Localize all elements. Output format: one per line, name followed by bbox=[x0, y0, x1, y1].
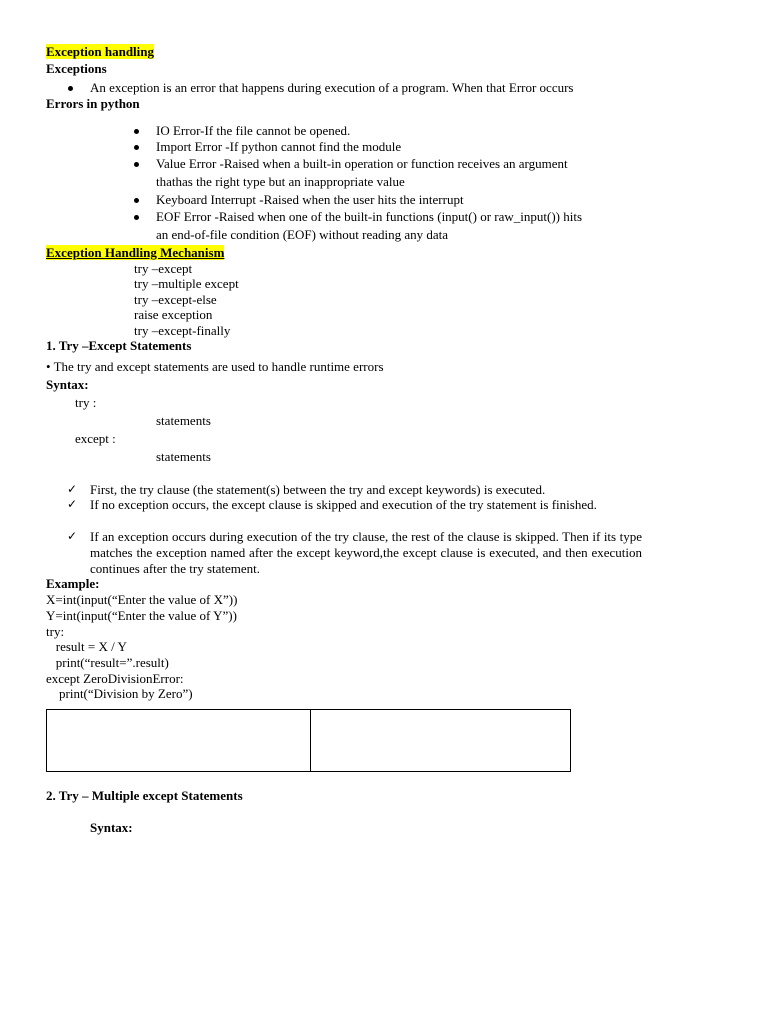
list-item: IO Error-If the file cannot be opened. bbox=[156, 123, 351, 138]
example-label: Example: bbox=[46, 576, 100, 591]
list-item-continued: an end-of-file condition (EOF) without reading any data bbox=[156, 227, 449, 242]
code-line: except ZeroDivisionError: bbox=[46, 671, 184, 686]
exceptions-subheading: Exceptions bbox=[46, 61, 107, 76]
code-line: print(“Division by Zero”) bbox=[46, 686, 193, 701]
code-line: X=int(input(“Enter the value of X”)) bbox=[46, 592, 238, 607]
list-item: EOF Error -Raised when one of the built-in functions (input() or raw_input()) hits bbox=[156, 209, 583, 224]
multi-syntax-label: Syntax: bbox=[90, 820, 133, 835]
list-item: Value Error -Raised when a built-in operation or function receives an argument bbox=[156, 156, 568, 171]
syntax-line: statements bbox=[156, 413, 211, 428]
check-item: If an exception occurs during execution of the try clause, the rest of the clause is skipped. Then if its type matches the exception named after the except keyword,the except clause is executed, and then execution continues after the try statement. bbox=[90, 529, 642, 576]
list-item-continued: thathas the right type but an inappropriate value bbox=[156, 174, 405, 189]
mechanism-heading: Exception Handling Mechanism bbox=[46, 245, 225, 260]
checkmark-icon: ✓ bbox=[67, 529, 78, 543]
exception-definition-bullet: An exception is an error that happens during execution of a program. When that Error occurs bbox=[90, 80, 574, 95]
list-item: Keyboard Interrupt -Raised when the user hits the interrupt bbox=[156, 192, 464, 207]
try-except-intro: • The try and except statements are used to handle runtime errors bbox=[46, 359, 384, 374]
syntax-line: except : bbox=[75, 431, 116, 446]
code-line: try: bbox=[46, 624, 65, 639]
table-divider bbox=[310, 710, 311, 771]
list-item: try –multiple except bbox=[134, 276, 239, 291]
code-line: Y=int(input(“Enter the value of Y”)) bbox=[46, 608, 237, 623]
list-item: try –except bbox=[134, 261, 193, 276]
code-line: result = X / Y bbox=[46, 639, 127, 654]
list-item: raise exception bbox=[134, 307, 213, 322]
check-item: If no exception occurs, the except clause is skipped and execution of the try statement is finished. bbox=[90, 497, 597, 512]
title-heading: Exception handling bbox=[46, 44, 155, 59]
list-item: Import Error -If python cannot find the module bbox=[156, 139, 402, 154]
code-line: print(“result=”.result) bbox=[46, 655, 169, 670]
list-item: try –except-else bbox=[134, 292, 217, 307]
syntax-line: statements bbox=[156, 449, 211, 464]
check-item: First, the try clause (the statement(s) between the try and except keywords) is executed. bbox=[90, 482, 546, 497]
multi-except-heading: 2. Try – Multiple except Statements bbox=[46, 788, 243, 803]
syntax-line: try : bbox=[75, 395, 97, 410]
errors-heading: Errors in python bbox=[46, 96, 140, 111]
list-item: try –except-finally bbox=[134, 323, 231, 338]
checkmark-icon: ✓ bbox=[67, 482, 78, 496]
syntax-label: Syntax: bbox=[46, 377, 89, 392]
checkmark-icon: ✓ bbox=[67, 497, 78, 511]
empty-table bbox=[46, 709, 571, 772]
try-except-heading: 1. Try –Except Statements bbox=[46, 338, 192, 353]
